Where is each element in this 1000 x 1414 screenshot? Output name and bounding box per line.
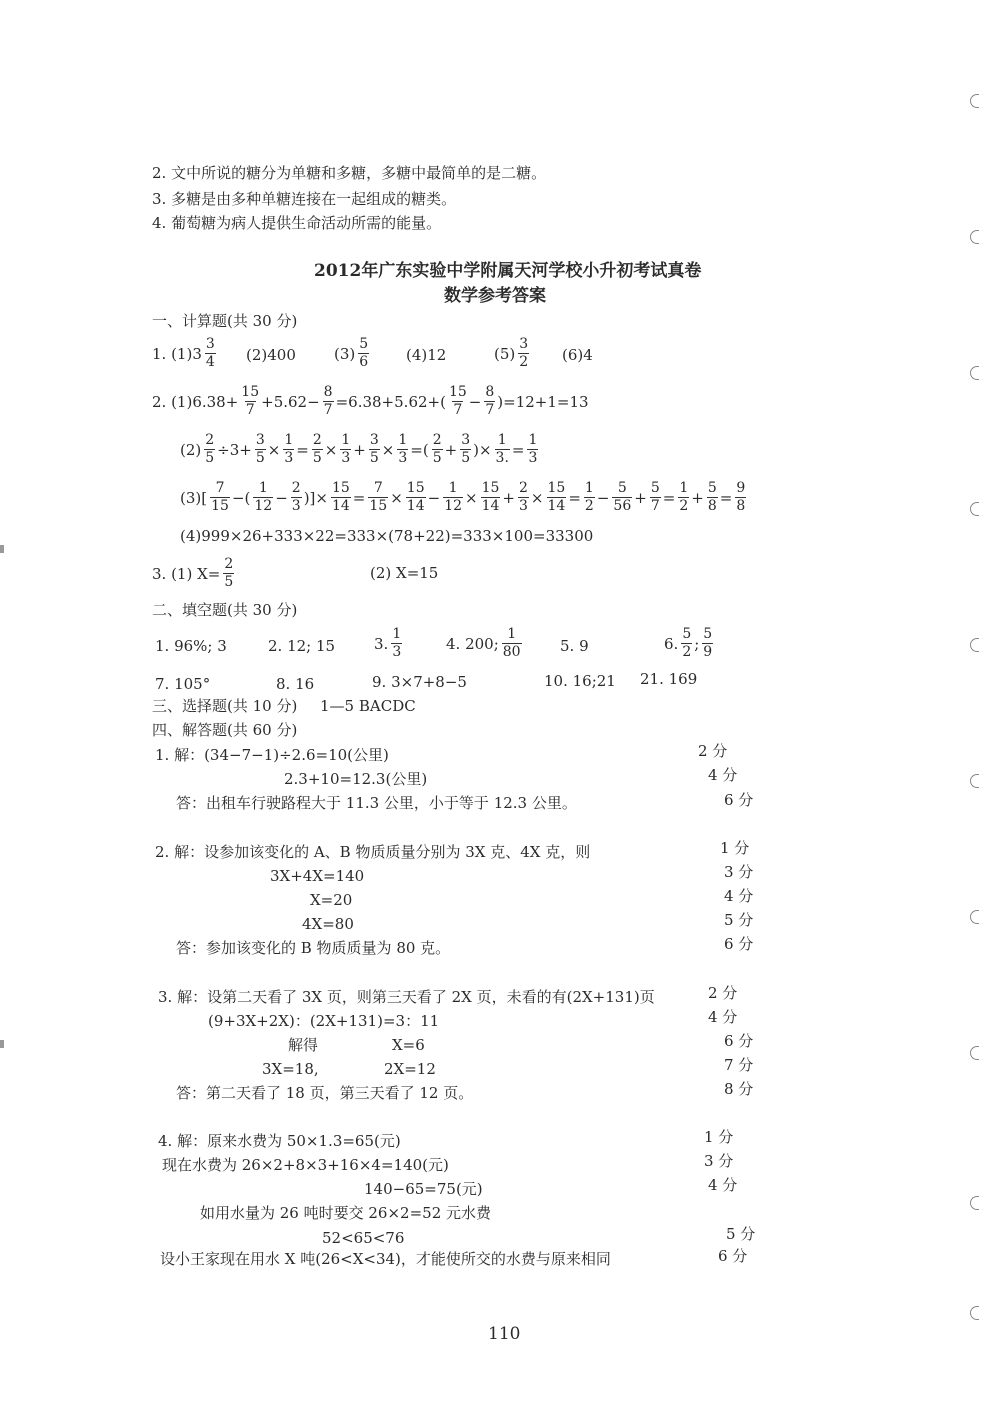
calc-q2-4: (4)999×26+333×22=333×(78+22)=333×100=33300 [180, 527, 594, 545]
fill-a4: 4. 200; $\frac{1}{80}$ [446, 626, 521, 660]
choice-answer: 1—5 BACDC [320, 697, 416, 715]
calc-q2-2: (2) $\frac{2}{5}$ ÷3+ $\frac{3}{5}$ × $\frac{1}{3}$ = $\frac{2}{5}$ × $\frac{1}{3}$ + $\frac{3}{5}$ × $\frac{1}{3}$ =( $\frac{2}{5}$ + $\frac{3}{5}$ )× $\frac{1}{3.}$ = $\frac{1}{3}$ [180, 432, 538, 466]
calc-q3-1: 3. (1) X= $\frac{2}{5}$ [152, 556, 234, 590]
score: 7 分 [724, 1056, 754, 1074]
solution-line: 52<65<76 [322, 1229, 405, 1247]
score: 1 分 [704, 1128, 734, 1146]
score: 2 分 [708, 984, 738, 1002]
solution-line: 3X+4X=140 [270, 867, 365, 885]
solution-line: 4. 解：原来水费为 50×1.3=65(元) [158, 1132, 401, 1150]
fill-a7: 7. 105° [155, 675, 211, 693]
fill-a5: 5. 9 [560, 637, 589, 655]
score: 5 分 [726, 1225, 756, 1243]
page-title: 2012年广东实验中学附属天河学校小升初考试真卷 [314, 261, 702, 281]
calc-q1-a3: (3) $\frac{5}{6}$ [334, 336, 369, 370]
score: 6 分 [724, 1032, 754, 1050]
solution-answer: 答：第二天看了 18 页，第三天看了 12 页。 [176, 1084, 474, 1102]
calc-q1-a2: (2)400 [246, 346, 296, 364]
calc-q1-a5: (5) $\frac{3}{2}$ [494, 336, 529, 370]
solution-line: 2X=12 [384, 1060, 436, 1078]
solution-line: 3X=18, [262, 1060, 319, 1078]
fill-a10: 10. 16;21 [544, 672, 616, 690]
binder-hole-icon [970, 638, 979, 652]
solution-line: 4X=80 [302, 915, 354, 933]
score: 6 分 [718, 1247, 748, 1265]
score: 5 分 [724, 911, 754, 929]
solution-line: 140−65=75(元) [364, 1180, 483, 1198]
prev-item: 2. 文中所说的糖分为单糖和多糖，多糖中最简单的是二糖。 [152, 164, 547, 182]
binder-hole-icon [970, 94, 979, 108]
solution-line: 设小王家现在用水 X 吨(26<X<34)，才能使所交的水费与原来相同 [160, 1250, 611, 1268]
solution-line: 解得 [288, 1036, 319, 1054]
score: 2 分 [698, 742, 728, 760]
section-heading: 三、选择题(共 10 分) [152, 697, 298, 715]
calc-q3-2: (2) X=15 [370, 564, 439, 582]
binder-hole-icon [970, 366, 979, 380]
solution-answer: 答：出租车行驶路程大于 11.3 公里，小于等于 12.3 公里。 [176, 794, 577, 812]
solution-line: 现在水费为 26×2+8×3+16×4=140(元) [162, 1156, 449, 1174]
solution-line: 2. 解：设参加该变化的 A、B 物质质量分别为 3X 克、4X 克，则 [155, 843, 591, 861]
scan-mark [0, 1040, 4, 1048]
binder-hole-icon [970, 502, 979, 516]
solution-line: 1. 解：(34−7−1)÷2.6=10(公里) [155, 746, 389, 764]
fill-a11: 21. 169 [640, 670, 698, 688]
binder-hole-icon [970, 910, 979, 924]
fill-a2: 2. 12; 15 [268, 637, 336, 655]
score: 4 分 [708, 1176, 738, 1194]
solution-line: X=20 [310, 891, 353, 909]
fill-a3: 3. $\frac{1}{3}$ [374, 626, 402, 660]
calc-q2-1: 2. (1)6.38+ $\frac{15}{7}$ +5.62− $\frac{8}{7}$ =6.38+5.62+( $\frac{15}{7}$ − $\frac{8}{7}$ )=12+1=13 [152, 384, 589, 418]
section-heading: 二、填空题(共 30 分) [152, 601, 298, 619]
score: 6 分 [724, 791, 754, 809]
calc-q2-3: (3)[ $\frac{7}{15}$ −( $\frac{1}{12}$ − $\frac{2}{3}$ )]× $\frac{15}{14}$ = $\frac{7}{15}$ × $\frac{15}{14}$ − $\frac{1}{12}$ × $\frac{15}{14}$ + $\frac{2}{3}$ × $\frac{15}{14}$ = $\frac{1}{2}$ − $\frac{5}{56}$ + $\frac{5}{7}$ = $\frac{1}{2}$ + $\frac{5}{8}$ = $\frac{9}{8}$ [180, 480, 746, 514]
score: 4 分 [724, 887, 754, 905]
fill-a9: 9. 3×7+8−5 [372, 673, 467, 691]
binder-hole-icon [970, 1306, 979, 1320]
solution-answer: 答：参加该变化的 B 物质质量为 80 克。 [176, 939, 451, 957]
page-subtitle: 数学参考答案 [444, 286, 546, 306]
prev-item: 3. 多糖是由多种单糖连接在一起组成的糖类。 [152, 190, 457, 208]
binder-hole-icon [970, 774, 979, 788]
solution-line: 如用水量为 26 吨时要交 26×2=52 元水费 [200, 1204, 492, 1222]
score: 3 分 [724, 863, 754, 881]
solution-line: 2.3+10=12.3(公里) [284, 770, 428, 788]
score: 1 分 [720, 839, 750, 857]
solution-line: (9+3X+2X)：(2X+131)=3：11 [208, 1012, 440, 1030]
page-number: 110 [488, 1324, 521, 1344]
fill-a6: 6. $\frac{5}{2}$ ; $\frac{5}{9}$ [664, 626, 713, 660]
score: 3 分 [704, 1152, 734, 1170]
prev-item: 4. 葡萄糖为病人提供生命活动所需的能量。 [152, 214, 442, 232]
score: 6 分 [724, 935, 754, 953]
calc-q1-row: 1. (1)3 $\frac{3}{4}$ [152, 336, 215, 370]
fill-a8: 8. 16 [276, 675, 315, 693]
calc-q1-a4: (4)12 [406, 346, 447, 364]
binder-hole-icon [970, 1196, 979, 1210]
section-heading: 一、计算题(共 30 分) [152, 312, 298, 330]
score: 4 分 [708, 1008, 738, 1026]
solution-line: X=6 [392, 1036, 425, 1054]
binder-hole-icon [970, 1046, 979, 1060]
score: 8 分 [724, 1080, 754, 1098]
section-heading: 四、解答题(共 60 分) [152, 721, 298, 739]
calc-q1-a6: (6)4 [562, 346, 593, 364]
fill-a1: 1. 96%; 3 [155, 637, 227, 655]
scan-mark [0, 545, 4, 553]
solution-line: 3. 解：设第二天看了 3X 页，则第三天看了 2X 页，未看的有(2X+131)页 [158, 988, 655, 1006]
binder-hole-icon [970, 230, 979, 244]
score: 4 分 [708, 766, 738, 784]
